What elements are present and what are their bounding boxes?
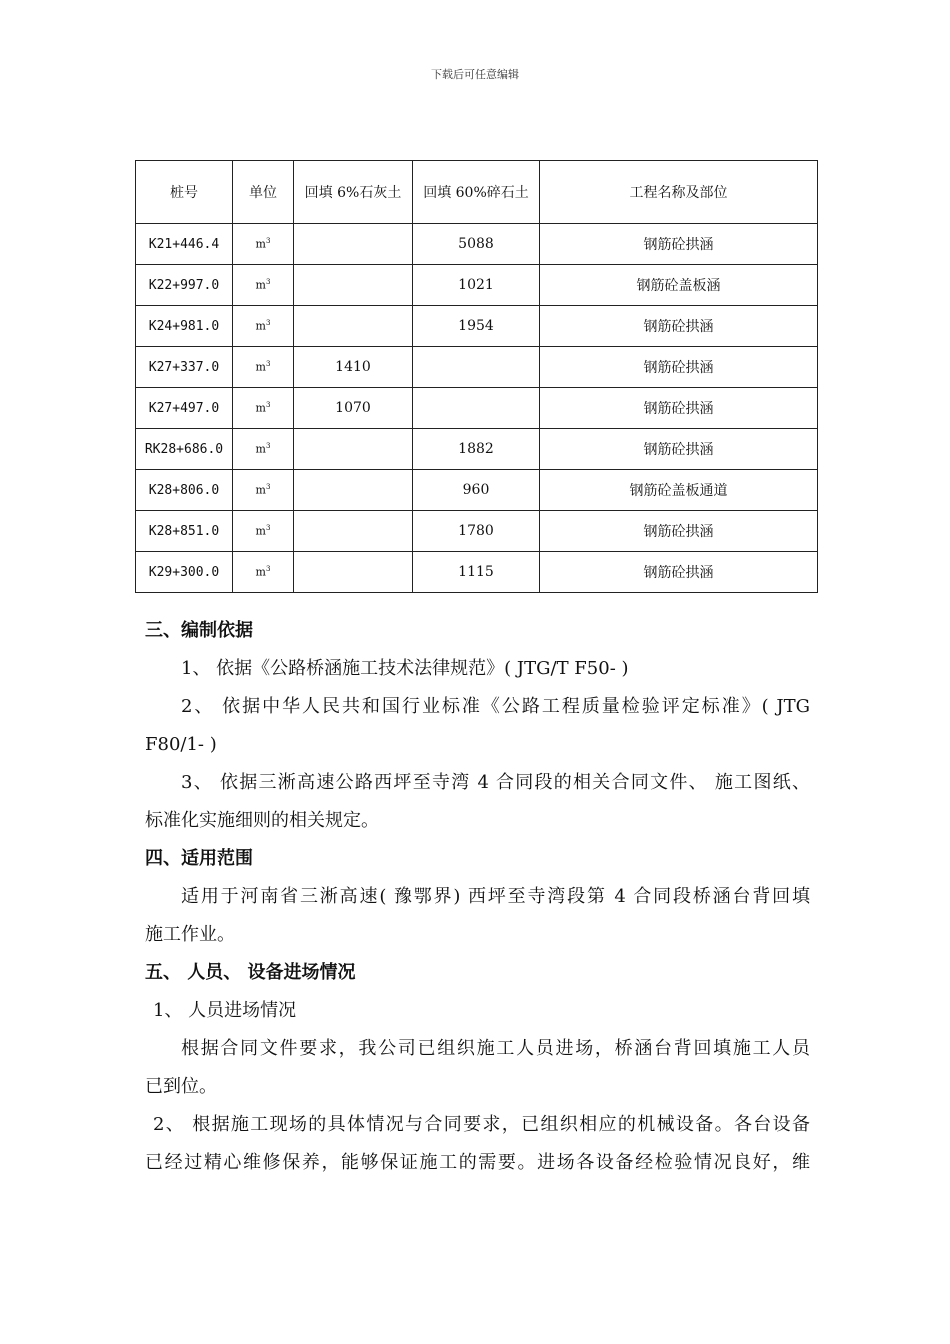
table-row — [136, 306, 818, 347]
cell-name: 钢筋砼拱涵 — [540, 388, 818, 429]
cell-gravel: 5088 — [413, 224, 540, 265]
cell-gravel: 1780 — [413, 511, 540, 552]
cell-stake: K24+981.0 — [136, 306, 233, 347]
cell-lime: 1070 — [294, 388, 413, 429]
equipment-paragraph-line-2: 已经过精心维修保养，能够保证施工的需要。进场各设备经检验情况良好，维 — [145, 1152, 810, 1173]
equipment-paragraph-line-1: 2、 根据施工现场的具体情况与合同要求，已组织相应的机械设备。各台设备 — [153, 1114, 810, 1135]
cell-lime — [294, 429, 413, 470]
personnel-paragraph-line-1: 根据合同文件要求，我公司已组织施工人员进场，桥涵台背回填施工人员 — [181, 1038, 810, 1059]
cell-name: 钢筋砼拱涵 — [540, 347, 818, 388]
cell-name: 钢筋砼拱涵 — [540, 224, 818, 265]
cell-unit: $m^3$ — [233, 347, 294, 388]
cell-unit: $m^3$ — [233, 429, 294, 470]
table-row — [136, 388, 818, 429]
basis-item-3-line-1: 3、 依据三淅高速公路西坪至寺湾 4 合同段的相关合同文件、 施工图纸、 — [181, 772, 810, 793]
cell-stake: K28+851.0 — [136, 511, 233, 552]
header-lime-soil: 回填 6%石灰土 — [294, 161, 413, 224]
cell-unit: $m^3$ — [233, 265, 294, 306]
document-body — [145, 612, 810, 1182]
cell-stake: K21+446.4 — [136, 224, 233, 265]
header-gravel-soil: 回填 60%碎石土 — [413, 161, 540, 224]
cell-stake: K27+337.0 — [136, 347, 233, 388]
personnel-subheading: 1、 人员进场情况 — [153, 1000, 297, 1021]
scope-paragraph-line-1: 适用于河南省三淅高速( 豫鄂界) 西坪至寺湾段第 4 合同段桥涵台背回填 — [181, 886, 810, 907]
cell-stake: K28+806.0 — [136, 470, 233, 511]
section-heading-scope: 四、适用范围 — [145, 848, 253, 869]
table-row — [136, 347, 818, 388]
personnel-paragraph-line-2: 已到位。 — [145, 1076, 217, 1097]
cell-lime — [294, 470, 413, 511]
cell-stake: K29+300.0 — [136, 552, 233, 593]
table-row — [136, 470, 818, 511]
cell-unit: $m^3$ — [233, 470, 294, 511]
cell-unit: $m^3$ — [233, 552, 294, 593]
cell-unit: $m^3$ — [233, 224, 294, 265]
cell-stake: RK28+686.0 — [136, 429, 233, 470]
cell-gravel: 1021 — [413, 265, 540, 306]
table-row — [136, 429, 818, 470]
cell-gravel: 1882 — [413, 429, 540, 470]
cell-lime — [294, 224, 413, 265]
section-heading-personnel: 五、 人员、 设备进场情况 — [145, 962, 356, 983]
cell-lime: 1410 — [294, 347, 413, 388]
cell-lime — [294, 265, 413, 306]
cell-gravel: 1115 — [413, 552, 540, 593]
basis-item-2-line-2: F80/1- ) — [145, 734, 217, 755]
scope-paragraph-line-2: 施工作业。 — [145, 924, 235, 945]
cell-gravel: 960 — [413, 470, 540, 511]
cell-name: 钢筋砼拱涵 — [540, 552, 818, 593]
table-header-row — [136, 161, 818, 224]
header-project-name: 工程名称及部位 — [540, 161, 818, 224]
table-row — [136, 224, 818, 265]
cell-gravel: 1954 — [413, 306, 540, 347]
basis-item-1: 1、 依据《公路桥涵施工技术法律规范》( JTG/T F50- ) — [181, 658, 629, 679]
cell-gravel — [413, 347, 540, 388]
cell-name: 钢筋砼拱涵 — [540, 429, 818, 470]
cell-lime — [294, 552, 413, 593]
table-row — [136, 511, 818, 552]
section-heading-basis: 三、编制依据 — [145, 620, 253, 641]
cell-name: 钢筋砼拱涵 — [540, 511, 818, 552]
page-header: 下载后可任意编辑 — [431, 68, 519, 81]
header-stake: 桩号 — [136, 161, 233, 224]
header-unit: 单位 — [233, 161, 294, 224]
basis-item-3-line-2: 标准化实施细则的相关规定。 — [145, 810, 379, 831]
cell-name: 钢筋砼拱涵 — [540, 306, 818, 347]
table-row — [136, 265, 818, 306]
cell-unit: $m^3$ — [233, 388, 294, 429]
cell-name: 钢筋砼盖板通道 — [540, 470, 818, 511]
table-row — [136, 552, 818, 593]
cell-stake: K27+497.0 — [136, 388, 233, 429]
backfill-table — [135, 160, 818, 593]
cell-stake: K22+997.0 — [136, 265, 233, 306]
cell-unit: $m^3$ — [233, 511, 294, 552]
basis-item-2-line-1: 2、 依据中华人民共和国行业标准《公路工程质量检验评定标准》( JTG — [181, 696, 810, 717]
cell-lime — [294, 306, 413, 347]
cell-name: 钢筋砼盖板涵 — [540, 265, 818, 306]
cell-lime — [294, 511, 413, 552]
cell-gravel — [413, 388, 540, 429]
cell-unit: $m^3$ — [233, 306, 294, 347]
